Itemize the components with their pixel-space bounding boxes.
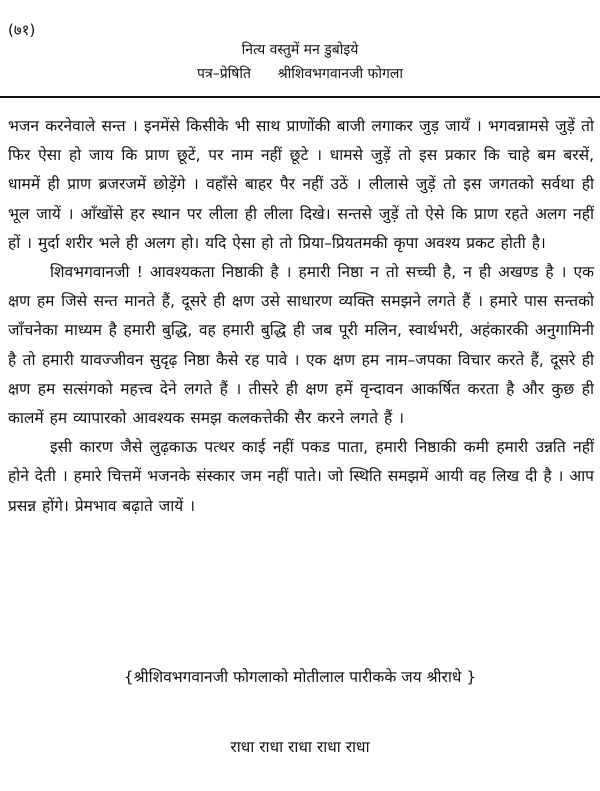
letter-title: नित्य वस्तुमें मन डुबोइये — [241, 42, 359, 58]
closing-line: राधा राधा राधा राधा राधा — [230, 738, 370, 756]
paragraph-1: भजन करनेवाले सन्त । इनमेंसे किसीके भी साथ प्राणोंकी बाजी लगाकर जुड़ जायँ । भगवन्नामसे जुड़ें तो फिर ऐसा हो जाय कि प्राण छूटें, पर नाम नहीं छूटे । धामसे जुड़ें तो इस प्रकार कि चाहे बम बरसें, धाममें ही प्राण ब्रजरजमें छोड़ेंगे । वहाँसे बाहर पैर नहीं उठें । लीलासे जुड़ें तो इस जगतको सर्वथा ही भूल जायें । आँखोंसे हर स्थान पर लीला ही लीला दिखे। सन्तसे जुड़ें तो ऐसे कि प्राण रहते अलग नहीं हों । मुर्दा शरीर भले ही अलग हो। यदि ऐसा हो तो प्रिया–प्रियतमकी कृपा अवश्य प्रकट होती है। — [8, 117, 594, 252]
header-divider — [0, 96, 600, 98]
sender-note: {श्रीशिवभगवानजी फोगलाको मोतीलाल पारीकके जय श्रीराधे } — [123, 668, 477, 686]
letter-header — [0, 38, 600, 86]
paragraph-3: इसी कारण जैसे लुढ़काऊ पत्थर काई नहीं पकड पाता, हमारी निष्ठाकी कमी हमारी उन्नति नहीं होने देती । हमारे चित्तमें भजनके संस्कार जम नहीं पाते। जो स्थिति समझमें आयी वह लिख दी है । आप प्रसन्न होंगे। प्रेमभाव बढ़ाते जायें । — [8, 438, 594, 515]
letter-body — [8, 112, 594, 521]
paragraph-2: शिवभगवानजी ! आवश्यकता निष्ठाकी है । हमारी निष्ठा न तो सच्ची है, न ही अखण्ड है । एक क्षण हम जिसे सन्त मानते हैं, दूसरे ही क्षण उसे साधारण व्यक्ति समझने लगते हैं । हमारे पास सन्तको जाँचनेका माध्यम है हमारी बुद्धि, वह हमारी बुद्धि ही जब पूरी मलिन, स्वार्थभरी, अहंकारकी अनुगामिनी है तो हमारी यावज्जीवन सुदृढ़ निष्ठा कैसे रह पावे । एक क्षण हम नाम–जपका विचार करते हैं, दूसरे ही क्षण हम सत्संगको महत्त्व देने लगते हैं । तीसरे ही क्षण हमें वृन्दावन आकर्षित करता है और कुछ ही कालमें हम व्यापारको आवश्यक समझ कलकत्तेकी सैर करने लगते हैं । — [8, 263, 594, 428]
page-number: (७१) — [8, 21, 36, 39]
letter-recipient: पत्र–प्रेषिति श्रीशिवभगवानजी फोगला — [197, 66, 403, 82]
